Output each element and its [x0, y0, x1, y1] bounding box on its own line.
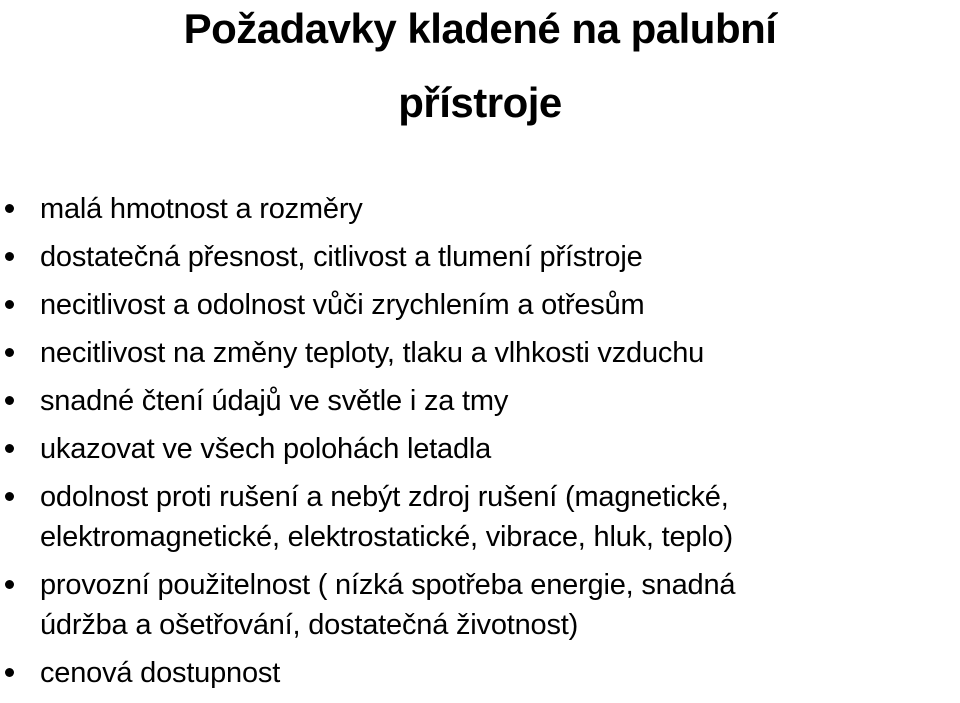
bullet-text-line: údržba a ošetřování, dostatečná životnost) — [40, 609, 579, 641]
bullet-dot-icon — [5, 252, 14, 261]
bullet-list — [0, 189, 960, 701]
bullet-text — [40, 333, 960, 373]
bullet-text — [40, 285, 960, 325]
bullet-text-line: dostatečná přesnost, citlivost a tlumení přístroje — [40, 241, 643, 273]
bullet-text-line: necitlivost na změny teploty, tlaku a vlhkosti vzduchu — [40, 337, 705, 369]
bullet-text-line: elektromagnetické, elektrostatické, vibrace, hluk, teplo) — [40, 521, 733, 553]
bullet-item — [0, 565, 960, 645]
bullet-dot-icon — [5, 580, 14, 589]
bullet-text — [40, 477, 960, 557]
bullet-dot-icon — [5, 444, 14, 453]
bullet-text-line: snadné čtení údajů ve světle i za tmy — [40, 385, 509, 417]
bullet-item — [0, 477, 960, 557]
bullet-text-line: odolnost proti rušení a nebýt zdroj rušení (magnetické, — [40, 481, 729, 513]
bullet-item — [0, 333, 960, 373]
slide-title-line-1: Požadavky kladené na palubní — [183, 5, 777, 52]
bullet-text — [40, 653, 960, 693]
bullet-dot-icon — [5, 348, 14, 357]
slide-title — [0, 0, 960, 130]
bullet-text — [40, 237, 960, 277]
bullet-dot-icon — [5, 668, 14, 677]
bullet-text — [40, 189, 960, 229]
bullet-item — [0, 237, 960, 277]
bullet-text-line: ukazovat ve všech polohách letadla — [40, 433, 492, 465]
bullet-text-line: provozní použitelnost ( nízká spotřeba energie, snadná — [40, 569, 736, 601]
bullet-text — [40, 381, 960, 421]
bullet-item — [0, 653, 960, 693]
slide-title-line-2: přístroje — [398, 79, 562, 126]
bullet-dot-icon — [5, 492, 14, 501]
bullet-dot-icon — [5, 204, 14, 213]
bullet-dot-icon — [5, 300, 14, 309]
bullet-text-line: cenová dostupnost — [40, 657, 281, 689]
bullet-item — [0, 429, 960, 469]
bullet-text-line: malá hmotnost a rozměry — [40, 193, 363, 225]
bullet-text — [40, 429, 960, 469]
bullet-text — [40, 565, 960, 645]
bullet-item — [0, 189, 960, 229]
bullet-dot-icon — [5, 396, 14, 405]
bullet-item — [0, 285, 960, 325]
bullet-item — [0, 381, 960, 421]
bullet-text-line: necitlivost a odolnost vůči zrychlením a otřesům — [40, 289, 645, 321]
